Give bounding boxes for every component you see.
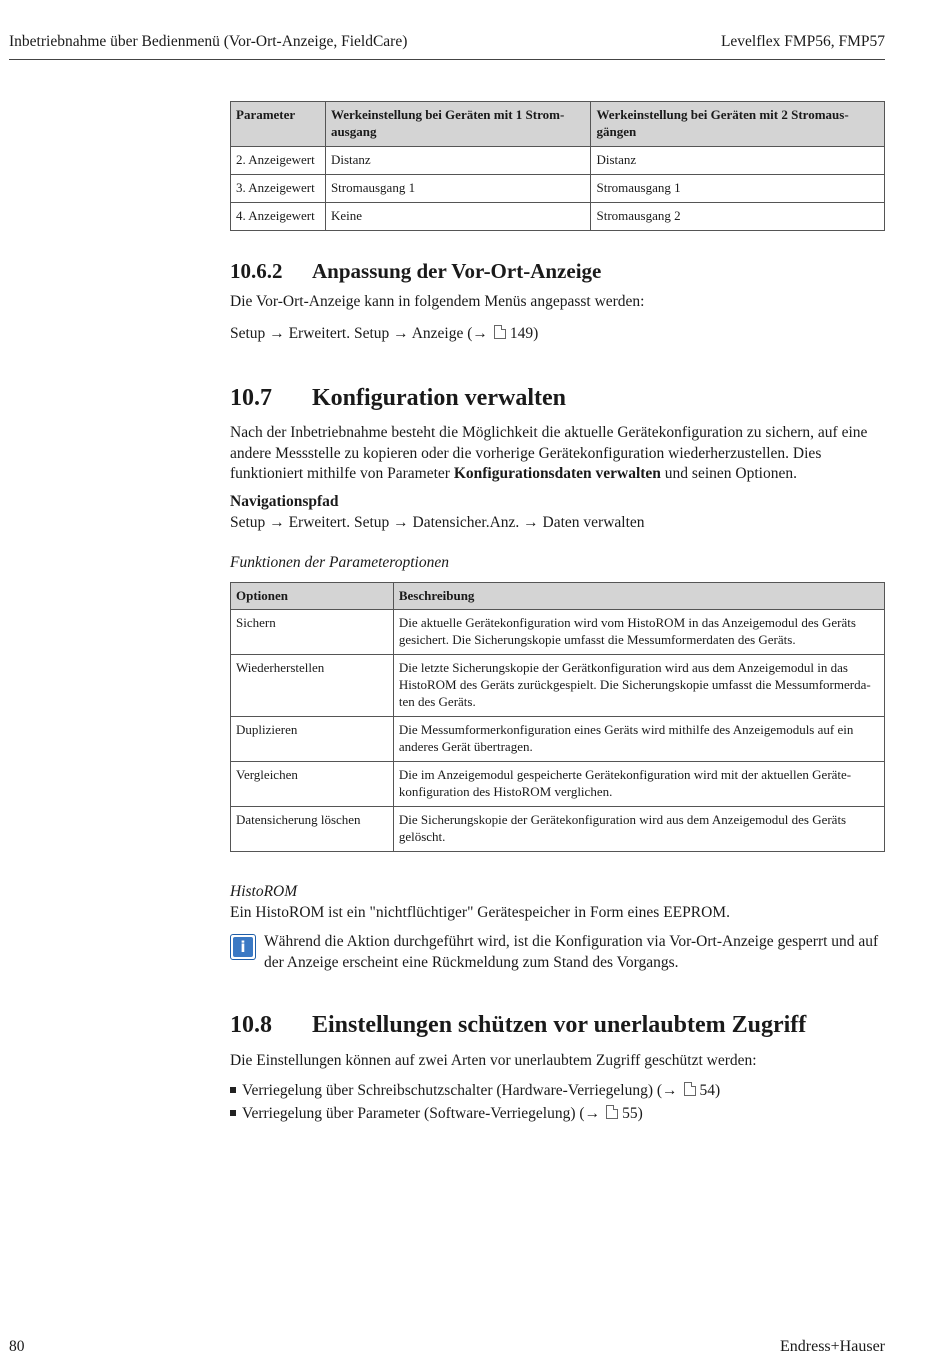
table-header-cell: Beschreibung	[393, 583, 884, 610]
header-divider	[9, 59, 885, 60]
histo-title: HistoROM	[230, 883, 298, 900]
table-cell: Stromausgang 1	[325, 175, 591, 203]
table-cell: Keine	[325, 203, 591, 231]
table-row	[231, 807, 885, 852]
path-part: Setup	[230, 325, 266, 342]
page-reference[interactable]: 55)	[622, 1105, 643, 1122]
table-cell: Datensicherung löschen	[231, 807, 394, 852]
arrow-icon: →	[269, 325, 285, 342]
table-row	[231, 762, 885, 807]
table-cell: Stromausgang 1	[591, 175, 885, 203]
arrow-icon: →	[662, 1082, 678, 1099]
page-number: 80	[9, 1338, 25, 1355]
table-cell: 3. Anzeigewert	[231, 175, 326, 203]
arrow-icon: →	[393, 325, 409, 342]
table-cell: Stromausgang 2	[591, 203, 885, 231]
info-note: Während die Aktion durchgeführt wird, ist die Konfiguration via Vor-Ort-Anzeige gesperrt und auf der Anzeige erscheint eine Rückmeldung zum Stand des Vorgangs.	[264, 933, 879, 971]
path-part: Daten verwalten	[542, 514, 645, 531]
info-icon	[230, 934, 256, 960]
navigation-path-title: Navigationspfad	[230, 493, 339, 510]
page-reference[interactable]: 149)	[509, 325, 539, 342]
table-header-cell: Optionen	[231, 583, 394, 610]
bullet-icon	[230, 1087, 236, 1093]
table-cell: Distanz	[591, 147, 885, 175]
table-caption: Funktionen der Parameteroptionen	[230, 554, 449, 571]
table-header-cell: Werkeinstellung bei Geräten mit 1 Strom-ausgang	[325, 102, 591, 147]
page-reference-icon	[606, 1105, 618, 1119]
running-header-title: Inbetriebnahme über Bedienmenü (Vor-Ort-Anzeige, FieldCare)	[9, 33, 408, 50]
arrow-icon: →	[269, 514, 285, 531]
table-header-cell: Werkeinstellung bei Geräten mit 2 Stromaus-gängen	[591, 102, 885, 147]
table-cell: Die aktuelle Gerätekonfiguration wird vom HistoROM in das Anzeigemodul des Geräts gesichert. Die Sicherungskopie umfasst die Messumformerdaten des Geräts.	[393, 610, 884, 655]
running-header-product: Levelflex FMP56, FMP57	[720, 33, 885, 50]
section-title: Anpassung der Vor-Ort-Anzeige	[312, 259, 602, 283]
page-reference-icon	[494, 325, 506, 339]
table-cell: Die Messumformerkonfiguration eines Geräts wird mithilfe des Anzeigemoduls auf ein anderes Gerät übertragen.	[393, 717, 884, 762]
settings-table	[230, 101, 885, 231]
table-cell: 4. Anzeigewert	[231, 203, 326, 231]
section-intro: Die Einstellungen können auf zwei Arten vor unerlaubtem Zugriff geschützt werden:	[230, 1052, 757, 1069]
table-row	[231, 147, 885, 175]
table-cell: Die letzte Sicherungskopie der Gerätkonfiguration wird aus dem Anzeigemodul in das HistoROM des Geräts zurückgespielt. Die Sicherungskopie umfasst die Messumformerda-ten des Geräts.	[393, 655, 884, 717]
table-header-cell: Parameter	[231, 102, 326, 147]
arrow-icon: →	[472, 325, 488, 342]
table-cell: Sichern	[231, 610, 394, 655]
arrow-icon: →	[393, 514, 409, 531]
table-cell: Duplizieren	[231, 717, 394, 762]
section-number: 10.7	[230, 385, 272, 411]
table-cell: Wiederherstellen	[231, 655, 394, 717]
table-header-row	[231, 102, 885, 147]
path-part: Anzeige (	[411, 325, 473, 342]
section-paragraph	[230, 423, 890, 485]
text-run: und seinen Optionen.	[660, 465, 797, 482]
bullet-icon	[230, 1110, 236, 1116]
section-title: Einstellungen schützen vor unerlaubtem Zugriff	[312, 1012, 807, 1038]
table-row	[231, 717, 885, 762]
info-glyph: i	[233, 937, 253, 957]
section-heading-10-6-2	[230, 259, 601, 284]
list-item	[230, 1081, 890, 1102]
table-row	[231, 203, 885, 231]
table-cell: Die Sicherungskopie der Gerätekonfiguration wird aus dem Anzeigemodul des Geräts gelöscht.	[393, 807, 884, 852]
path-part: Erweitert. Setup	[288, 514, 390, 531]
options-table	[230, 582, 885, 852]
section-number: 10.8	[230, 1012, 272, 1038]
section-title: Konfiguration verwalten	[312, 385, 566, 411]
menu-path	[230, 324, 890, 345]
table-row	[231, 610, 885, 655]
section-heading-10-8	[230, 1012, 806, 1039]
histo-text: Ein HistoROM ist ein "nichtflüchtiger" Gerätespeicher in Form eines EEPROM.	[230, 904, 730, 921]
table-cell: Distanz	[325, 147, 591, 175]
table-cell: Vergleichen	[231, 762, 394, 807]
table-header-row	[231, 583, 885, 610]
section-intro: Die Vor-Ort-Anzeige kann in folgendem Menüs angepasst werden:	[230, 293, 645, 310]
page-reference[interactable]: 54)	[699, 1082, 721, 1099]
arrow-icon: →	[584, 1105, 601, 1122]
list-item-text: Verriegelung über Parameter (Software-Verriegelung) (	[242, 1105, 585, 1122]
list-item	[230, 1104, 890, 1125]
text-run: Nach der Inbetriebnahme besteht die Möglichkeit die aktuelle Gerätekonfiguration zu sichern, auf eine andere Messstelle zu kopieren oder die vorherige Gerätekonfiguration wiederherzustellen. Dies funktioniert mithilfe von Parameter	[230, 424, 868, 482]
navigation-path	[230, 513, 890, 534]
table-row	[231, 175, 885, 203]
table-row	[231, 655, 885, 717]
section-number: 10.6.2	[230, 259, 283, 283]
parameter-name: Konfigurationsdaten verwalten	[453, 465, 661, 482]
section-heading-10-7	[230, 385, 566, 412]
brand-name: Endress+Hauser	[780, 1338, 885, 1355]
list-item-text: Verriegelung über Schreibschutzschalter (Hardware-Verriegelung) (	[242, 1082, 663, 1099]
path-part: Setup	[230, 514, 266, 531]
arrow-icon: →	[523, 514, 539, 531]
page-reference-icon	[684, 1082, 696, 1096]
table-cell: 2. Anzeigewert	[231, 147, 326, 175]
path-part: Datensicher.Anz.	[412, 514, 520, 531]
path-part: Erweitert. Setup	[288, 325, 390, 342]
table-cell: Die im Anzeigemodul gespeicherte Gerätekonfiguration wird mit der aktuellen Geräte-konfiguration des HistoROM verglichen.	[393, 762, 884, 807]
